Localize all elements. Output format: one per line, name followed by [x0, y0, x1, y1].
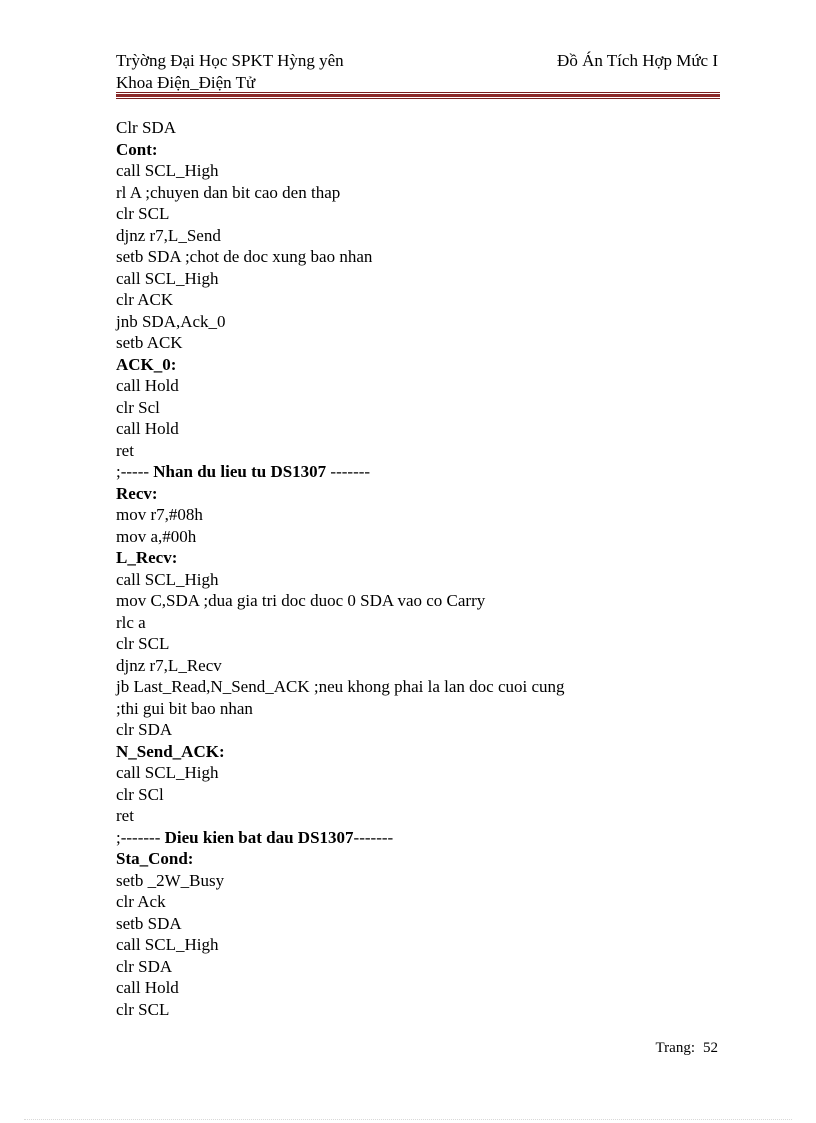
code-line: Clr SDA — [116, 118, 176, 137]
page-header-left — [116, 50, 344, 94]
page-number: 52 — [703, 1040, 718, 1056]
code-line: call SCL_High — [116, 569, 219, 589]
code-label-line: Sta_Cond: — [116, 849, 194, 868]
header-project-title: Đồ Án Tích Hợp Mức I — [557, 51, 718, 70]
code-line: clr Ack — [116, 892, 166, 911]
code-line: ;thi gui bit bao nhan — [116, 698, 253, 718]
code-line: clr SCL — [116, 634, 170, 653]
code-line: clr SDA — [116, 956, 173, 976]
code-label-line: ACK_0: — [116, 354, 177, 374]
code-line: mov r7,#08h — [116, 505, 203, 524]
code-label-line: L_Recv: — [116, 548, 178, 567]
section-comment-text: Nhan du lieu tu DS1307 — [149, 462, 327, 481]
code-line: mov C,SDA ;dua gia tri doc duoc 0 SDA vao co Carry — [116, 591, 486, 610]
code-line: ret — [116, 440, 134, 460]
code-line: rl A ;chuyen dan bit cao den thap — [116, 182, 341, 202]
code-line: ret — [116, 806, 134, 825]
code-line: call SCL_High — [116, 935, 219, 954]
page-label: Trang: — [655, 1040, 695, 1056]
code-line: clr SCL — [116, 999, 170, 1019]
code-line: call SCL_High — [116, 268, 219, 288]
code-line: call Hold — [116, 419, 179, 438]
code-listing — [116, 117, 716, 1020]
code-line: clr SCl — [116, 784, 164, 804]
section-comment-line — [116, 461, 716, 483]
header-rule — [116, 98, 720, 99]
comment-dashes: ------- — [326, 462, 371, 481]
comment-dashes: ;----- — [116, 462, 150, 481]
code-line: clr SCL — [116, 204, 170, 223]
comment-dashes: ;------- — [116, 827, 161, 847]
code-line: call SCL_High — [116, 763, 219, 782]
section-comment-text: Dieu kien bat dau DS1307 — [160, 827, 354, 847]
code-line: clr SDA — [116, 720, 173, 739]
section-comment-line — [116, 827, 716, 849]
code-line: mov a,#00h — [116, 526, 197, 546]
code-line: jb Last_Read,N_Send_ACK ;neu khong phai la lan doc cuoi cung — [116, 677, 565, 696]
code-line: djnz r7,L_Send — [116, 225, 221, 245]
code-line: call Hold — [116, 376, 179, 395]
code-line: call SCL_High — [116, 161, 219, 180]
page-footer — [648, 1040, 718, 1057]
code-line: clr ACK — [116, 290, 174, 309]
code-label-line: Recv: — [116, 483, 158, 503]
code-label-line: N_Send_ACK: — [116, 741, 225, 761]
header-faculty: Khoa Điện_Điện Tử — [116, 73, 256, 92]
code-line: djnz r7,L_Recv — [116, 655, 222, 675]
code-line: setb SDA ;chot de doc xung bao nhan — [116, 247, 373, 266]
code-line: jnb SDA,Ack_0 — [116, 311, 226, 331]
code-line: setb _2W_Busy — [116, 870, 225, 890]
code-line: clr Scl — [116, 397, 160, 417]
comment-dashes: ------- — [353, 827, 394, 847]
code-label-line: Cont: — [116, 139, 158, 159]
code-line: setb SDA — [116, 913, 182, 933]
page-bottom-border — [24, 1119, 792, 1120]
code-line: rlc a — [116, 612, 146, 632]
header-rule — [116, 92, 720, 93]
header-rule-thick — [116, 94, 720, 97]
code-line: call Hold — [116, 978, 179, 997]
code-line: setb ACK — [116, 333, 183, 352]
header-school: Trỳờng Đại Học SPKT Hỳng yên — [116, 51, 344, 70]
